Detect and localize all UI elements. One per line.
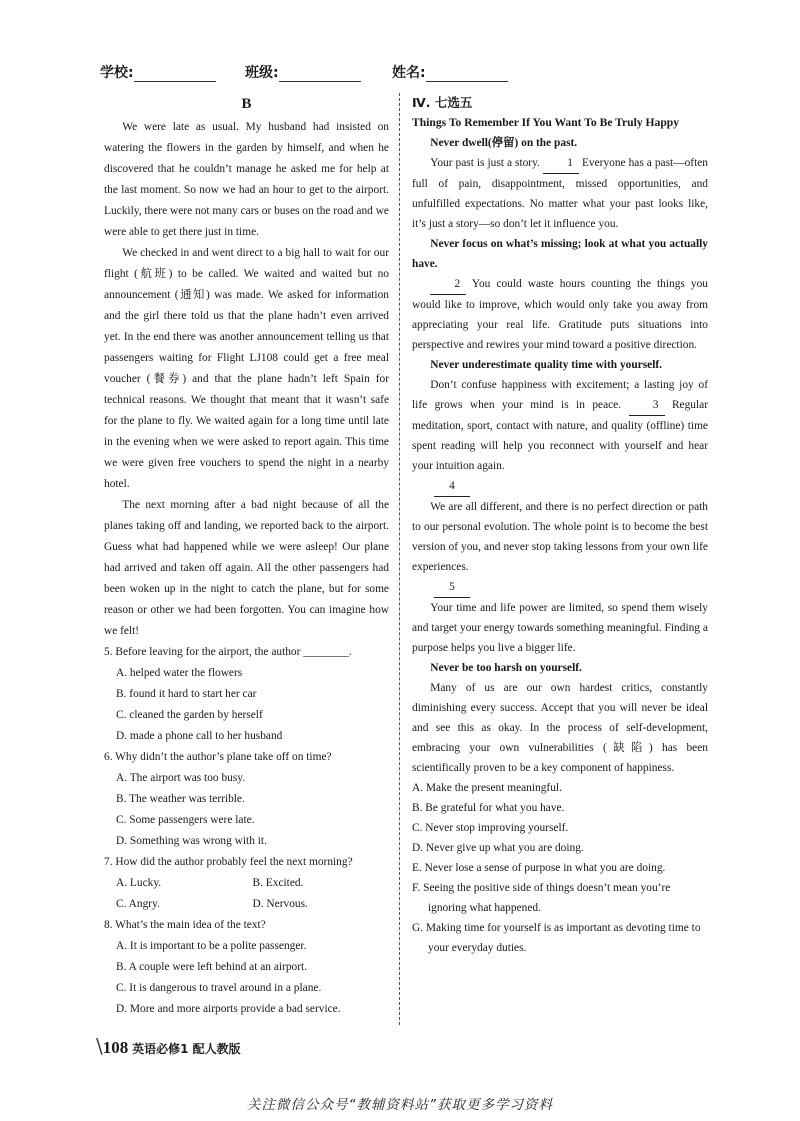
section-title: Ⅳ. 七选五 (412, 95, 473, 110)
passage-paragraph (412, 153, 708, 234)
answer-option[interactable]: B. A couple were left behind at an airport. (116, 961, 308, 973)
question-6 (104, 747, 389, 852)
question-stem: 6. Why didn’t the author’s plane take off on time? (104, 751, 332, 763)
paragraph-text: Don’t confuse happiness with excitement; a lasting joy of life grows when your mind is in peace. (412, 379, 708, 411)
subheading: Never be too harsh on yourself. (430, 662, 582, 674)
passage-paragraph: Many of us are our own hardest critics, constantly diminishing every success. Accept that you will never be ideal and see this as okay. In the process of self-development, embracing your own vulnerabilities (缺陷) has been scientifically proven to be a key component of happiness. (412, 682, 708, 774)
passage-paragraph: We are all different, and there is no perfect direction or path to our personal evolution. The whole point is to become the best version of you, and never stop taking lessons from your own life experiences. (412, 501, 708, 573)
choice-option[interactable]: E. Never lose a sense of purpose in what you are doing. (412, 862, 666, 874)
article-title: Things To Remember If You Want To Be Truly Happy (412, 116, 680, 129)
subheading: Never focus on what’s missing; look at what you actually have. (412, 238, 708, 270)
bottom-note: 关注微信公众号“教辅资料站”获取更多学习资料 (247, 1097, 553, 1113)
blank-4[interactable]: 4 (434, 476, 470, 497)
answer-option[interactable]: A. The airport was too busy. (116, 772, 246, 784)
option-row (104, 894, 389, 915)
school-label: 学校: (100, 65, 134, 81)
school-field[interactable] (100, 62, 216, 82)
name-field[interactable] (392, 62, 508, 82)
answer-option[interactable]: A. helped water the flowers (116, 667, 243, 679)
choice-option[interactable]: D. Never give up what you are doing. (412, 842, 584, 854)
school-blank[interactable] (134, 67, 216, 82)
class-label: 班级: (245, 65, 279, 81)
section-letter: B (241, 96, 252, 112)
page-footer (96, 1034, 241, 1056)
answer-option[interactable]: C. It is dangerous to travel around in a plane. (116, 982, 322, 994)
choice-option[interactable]: B. Be grateful for what you have. (412, 802, 565, 814)
book-name: 英语必修1 配人教版 (132, 1042, 241, 1056)
paragraph-text: Everyone has a past—often full of pain, disappointment, missed opportunities, and unfulfilled expectations. No matter what your past looks like, it’s just a story—so don’t let it influence you. (412, 157, 708, 230)
question-stem: 7. How did the author probably feel the next morning? (104, 856, 353, 868)
blank-1[interactable]: 1 (543, 153, 579, 174)
column-divider (399, 93, 400, 1025)
blank-5[interactable]: 5 (434, 577, 470, 598)
subheading: Never dwell(停留) on the past. (430, 137, 578, 149)
answer-option[interactable]: B. found it hard to start her car (116, 688, 257, 700)
paragraph-text: You could waste hours counting the things you would like to improve, which would only take you away from appreciating your real life. Gratitude puts situations into perspective and rewires your mind toward a positive direction. (412, 278, 708, 351)
blank-heading-line (412, 476, 708, 497)
blank-3[interactable]: 3 (629, 395, 665, 416)
answer-option[interactable]: B. Excited. (252, 877, 304, 889)
student-info-header (100, 62, 720, 86)
passage-paragraph (412, 274, 708, 355)
option-row (104, 873, 389, 894)
answer-option[interactable]: D. Nervous. (252, 898, 308, 910)
answer-option[interactable]: C. cleaned the garden by herself (116, 709, 263, 721)
answer-option[interactable]: A. Lucky. (116, 877, 162, 889)
choice-option[interactable]: F. Seeing the positive side of things doesn’t mean you’re ignoring what happened. (412, 882, 671, 914)
question-7 (104, 852, 389, 915)
passage-paragraph: The next morning after a bad night because of all the planes taking off and landing, we reported back to the airport. Guess what had happened while we were asleep! Our plane had arrived and taken off again. All the other passengers had been woken up in the night to catch the plane, but for some reason or other we had been forgotten. You can imagine how we felt! (104, 499, 389, 637)
paragraph-text: Your past is just a story. (430, 157, 540, 169)
choice-option[interactable]: G. Making time for yourself is as important as devoting time to your everyday duties. (412, 922, 701, 954)
right-column (412, 93, 708, 958)
class-blank[interactable] (279, 67, 361, 82)
passage-paragraph: We were late as usual. My husband had insisted on watering the flowers in the garden by himself, and when he discovered that he couldn’t manage he asked me for help at the last moment. So now we had an hour to get to the airport. Luckily, there were not many cars or buses on the road and we were able to get there just in time. (104, 121, 389, 238)
question-stem: 8. What’s the main idea of the text? (104, 919, 266, 931)
answer-option[interactable]: D. More and more airports provide a bad service. (116, 1003, 341, 1015)
answer-option[interactable]: A. It is important to be a polite passenger. (116, 940, 307, 952)
answer-option[interactable]: B. The weather was terrible. (116, 793, 245, 805)
question-8 (104, 915, 389, 1020)
answer-option[interactable]: C. Angry. (116, 898, 160, 910)
passage-paragraph: Your time and life power are limited, so spend them wisely and target your energy towards something meaningful. Finding a purpose helps you live a bigger life. (412, 602, 708, 654)
choice-options (412, 778, 708, 958)
passage-paragraph: We checked in and went direct to a big hall to wait for our flight (航班) to be called. We waited and waited but no announcement (通知) was made. We asked for information and the girl there told us that the plane hadn’t even arrived yet. In the end there was another announcement telling us that passengers waiting for Flight LJ108 could get a free meal voucher (餐券) and that the plane hadn’t left Spain for technical reasons. We thought that meant that it wasn’t safe for the plane to fly. We waited again for a long time until late in the evening when we were asked to report again. This time we were given free vouchers to spend the night in a nearby hotel. (104, 247, 389, 490)
answer-option[interactable]: C. Some passengers were late. (116, 814, 255, 826)
choice-option[interactable]: C. Never stop improving yourself. (412, 822, 569, 834)
passage-paragraph (412, 375, 708, 476)
footer-slash-mark: \ (96, 1034, 103, 1058)
name-blank[interactable] (426, 67, 508, 82)
answer-option[interactable]: D. made a phone call to her husband (116, 730, 283, 742)
blank-2[interactable]: 2 (430, 274, 466, 295)
name-label: 姓名: (392, 65, 426, 81)
class-field[interactable] (245, 62, 361, 82)
question-stem: 5. Before leaving for the airport, the author ________. (104, 646, 352, 658)
blank-heading-line (412, 577, 708, 598)
left-column (104, 93, 389, 1020)
subheading: Never underestimate quality time with yourself. (430, 359, 663, 371)
choice-option[interactable]: A. Make the present meaningful. (412, 782, 562, 794)
answer-option[interactable]: D. Something was wrong with it. (116, 835, 267, 847)
question-5 (104, 642, 389, 747)
paragraph-text: Regular meditation, sport, contact with nature, and quality (offline) time spent reading will help you reconnect with yourself and hear your intuition again. (412, 399, 708, 472)
page-number: 108 (102, 1038, 129, 1057)
